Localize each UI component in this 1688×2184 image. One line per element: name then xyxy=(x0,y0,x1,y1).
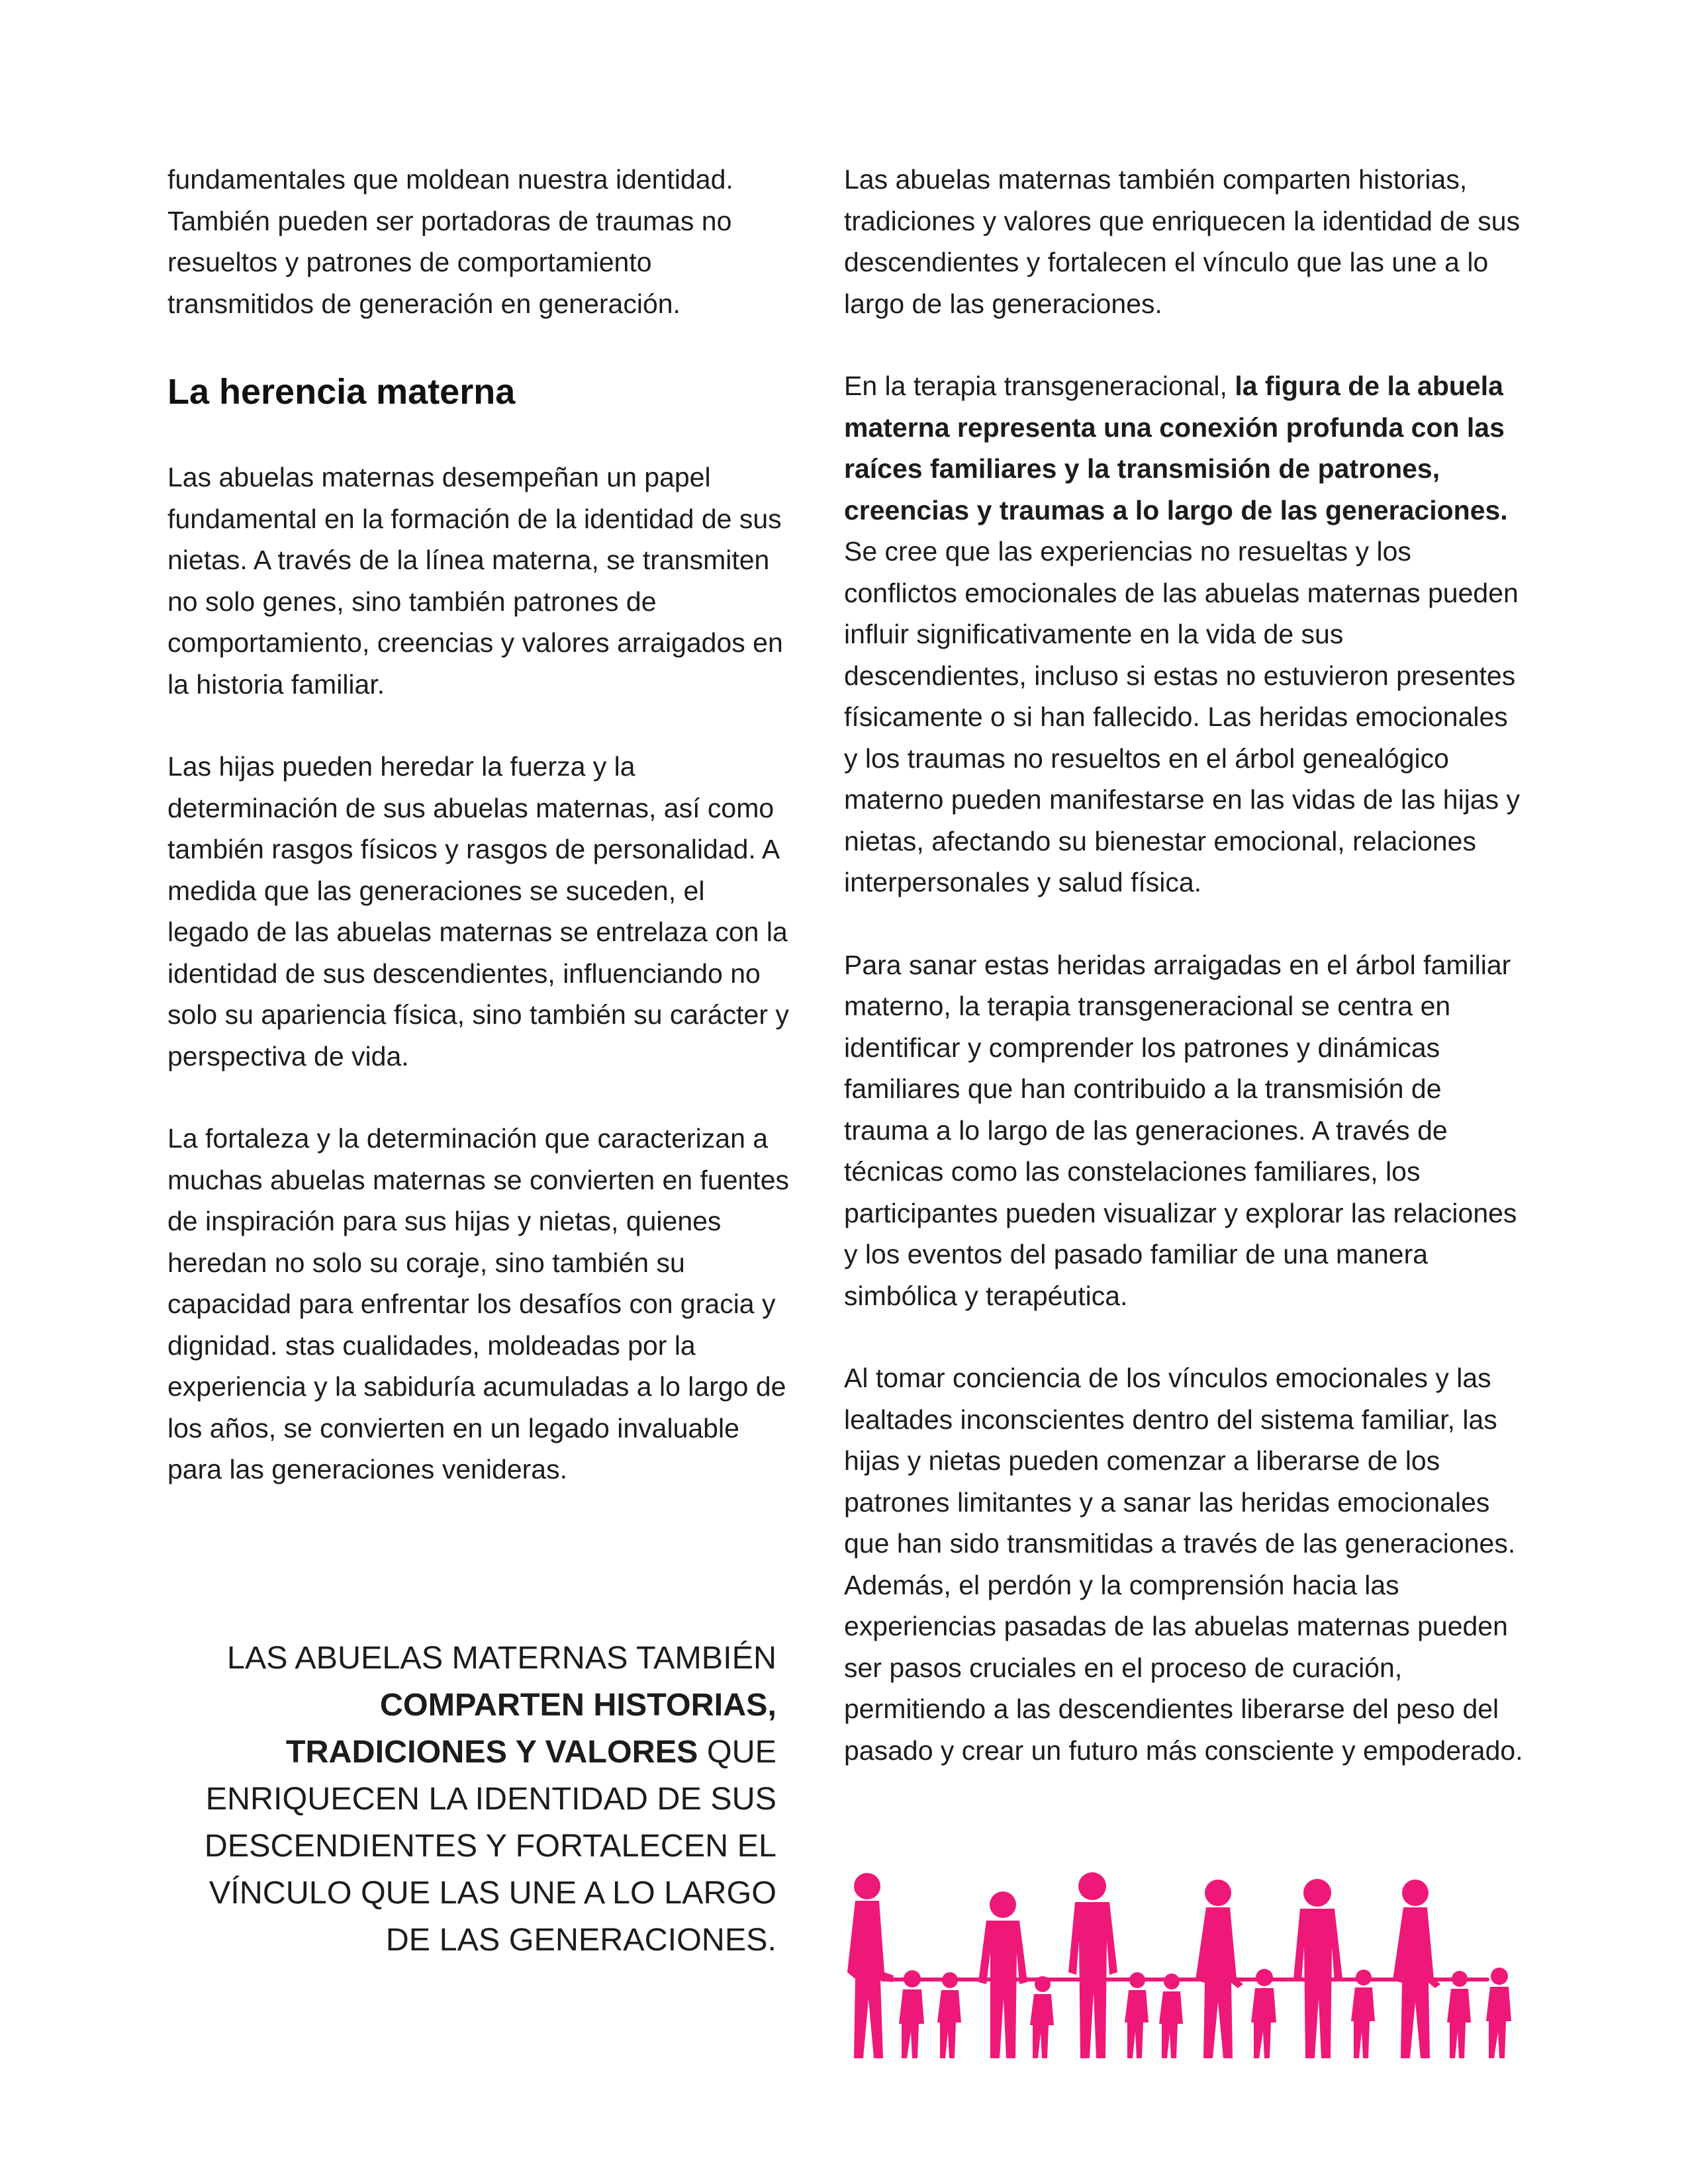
paragraph: Las hijas pueden heredar la fuerza y la determinación de sus abuelas maternas, así como también rasgos físicos y rasgos de personalidad. A medida que las generaciones se suceden, el legado de las abuelas maternas se entrelaza con la identidad de sus descendientes, influenciando no solo su apariencia física, sino también su carácter y perspectiva de vida. xyxy=(167,751,789,1071)
paragraph: Las abuelas maternas desempeñan un papel fundamental en la formación de la identidad de sus nietas. A través de la línea materna, se transmiten no solo genes, sino también patrones de comportamiento, creencias y valores arraigados en la historia familiar. xyxy=(167,462,783,700)
intro-paragraph: fundamentales que moldean nuestra identidad. También pueden ser portadoras de traumas no resueltos y patrones de comportamiento transmitidos de generación en generación. xyxy=(167,164,733,319)
paragraph: Al tomar conciencia de los vínculos emocionales y las lealtades inconscientes dentro del sistema familiar, las hijas y nietas pueden comenzar a liberarse de los patrones limitantes y a sanar las heridas emocionales que han sido transmitidas a través de las generaciones. Además, el perdón y la comprensión hacia las experiencias pasadas de las abuelas maternas pueden ser pasos cruciales en el proceso de curación, permitiendo a las descendientes liberarse del peso del pasado y crear un futuro más consciente y empoderado. xyxy=(844,1363,1523,1766)
paragraph-bold: la figura de la abuela materna representa una conexión profunda con las raíces familiares y la transmisión de patrones, creencias y traumas a lo largo de las generaciones. xyxy=(844,371,1508,525)
paragraph-rest: Se cree que las experiencias no resueltas y los conflictos emocionales de las abuelas maternas pueden influir significativamente en la vida de sus descendientes, incluso si estas no estuvieron presentes físicamente o si han fallecido. Las heridas emocionales y los traumas no resueltos en el árbol genealógico materno pueden manifestarse en las vidas de las hijas y nietas, afectando su bienestar emocional, relaciones interpersonales y salud física. xyxy=(844,536,1521,897)
pull-quote xyxy=(167,1635,776,1964)
left-column xyxy=(167,159,790,1490)
pull-quote-emphasis: COMPARTEN HISTORIAS, TRADICIONES Y VALORES xyxy=(285,1687,776,1770)
pull-quote-part2: QUE ENRIQUECEN LA IDENTIDAD DE SUS DESCENDIENTES Y FORTALECEN EL VÍNCULO QUE LAS UNE A LO LARGO DE LAS GENERACIONES. xyxy=(204,1734,776,1958)
family-silhouettes-icon xyxy=(841,1866,1529,2065)
paragraph-lead: En la terapia transgeneracional, xyxy=(844,371,1227,401)
paragraph: La fortaleza y la determinación que caracterizan a muchas abuelas maternas se convierten en fuentes de inspiración para sus hijas y nietas, quienes heredan no solo su coraje, sino también su capacidad para enfrentar los desafíos con gracia y dignidad. stas cualidades, moldeadas por la experiencia y la sabiduría acumuladas a lo largo de los años, se convierten en un legado invaluable para las generaciones venideras. xyxy=(167,1123,789,1484)
paragraph: Para sanar estas heridas arraigadas en el árbol familiar materno, la terapia transgeneracional se centra en identificar y comprender los patrones y dinámicas familiares que han contribuido a la transmisión de trauma a lo largo de las generaciones. A través de técnicas como las constelaciones familiares, los participantes pueden visualizar y explorar las relaciones y los eventos del pasado familiar de una manera simbólica y terapéutica. xyxy=(844,949,1517,1311)
right-column xyxy=(844,159,1526,1771)
paragraph-with-emphasis xyxy=(844,365,1526,903)
paragraph: Las abuelas maternas también comparten historias, tradiciones y valores que enriquecen la identidad de sus descendientes y fortalecen el vínculo que las une a lo largo de las generaciones. xyxy=(844,164,1521,319)
section-heading: La herencia materna xyxy=(167,372,516,412)
pull-quote-part1: LAS ABUELAS MATERNAS TAMBIÉN xyxy=(226,1640,776,1676)
